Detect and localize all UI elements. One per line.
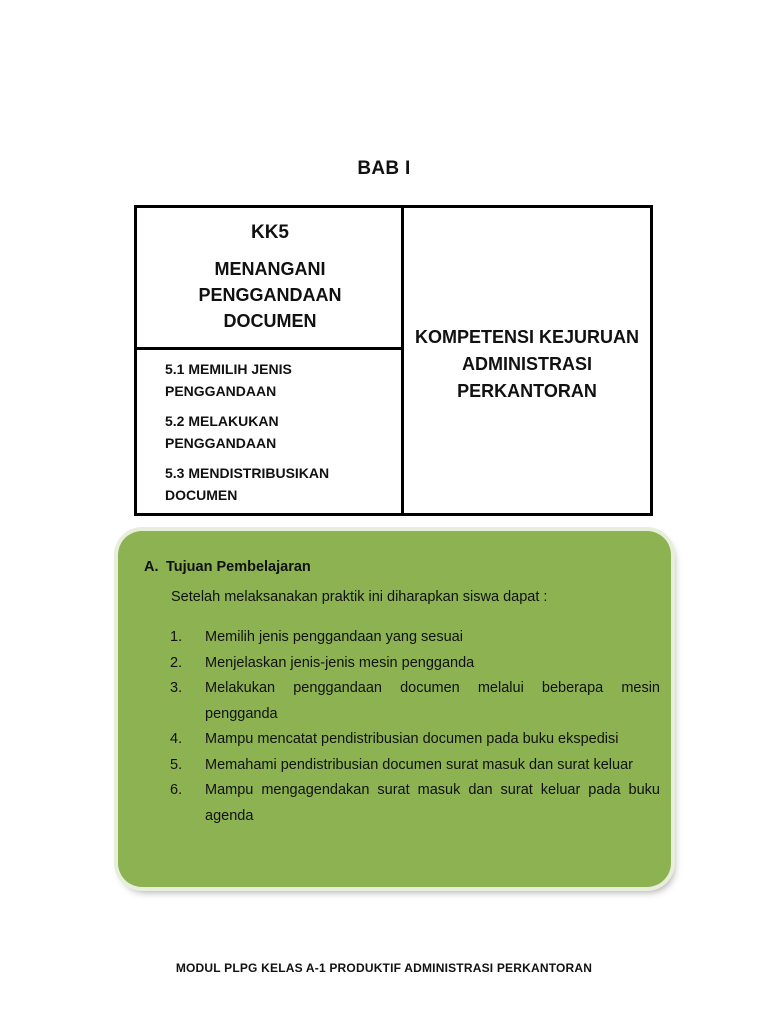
sub-competency-line: DOCUMEN — [165, 487, 238, 503]
objective-list — [170, 625, 660, 829]
section-heading — [144, 559, 311, 575]
objective-text: Memilih jenis penggandaan yang sesuai — [205, 629, 463, 645]
objective-number: 2. — [170, 654, 183, 671]
kk-code: KK5 — [250, 222, 289, 243]
sub-competency-item — [165, 462, 395, 506]
objective-number: 4. — [170, 731, 183, 747]
objective-number: 1. — [170, 629, 183, 645]
kk-title-line: DOCUMEN — [223, 311, 317, 331]
objective-item — [170, 625, 660, 651]
sub-competency-item — [165, 410, 395, 454]
competency-field — [404, 324, 650, 405]
objective-item — [170, 651, 660, 677]
sub-competency-line: PENGGANDAAN — [165, 383, 277, 399]
competency-line: ADMINISTRASI — [462, 354, 592, 374]
objective-item — [170, 753, 660, 779]
objective-item — [170, 676, 660, 727]
kk-title-line: PENGGANDAAN — [198, 285, 342, 305]
sub-competency-list — [165, 358, 395, 514]
kk-title — [137, 256, 403, 334]
objective-text: Menjelaskan jenis-jenis mesin pengganda — [205, 654, 475, 671]
objective-number: 3. — [170, 680, 183, 696]
objective-text: Memahami pendistribusian documen surat masuk dan surat keluar — [205, 756, 633, 773]
kk-title-line: MENANGANI — [214, 259, 326, 279]
sub-competency-line: PENGGANDAAN — [165, 435, 277, 451]
objective-number: 6. — [170, 782, 183, 798]
objective-text: Mampu mengagendakan surat masuk dan surat keluar pada buku agenda — [205, 782, 660, 824]
competency-table — [134, 205, 653, 516]
objective-item — [170, 727, 660, 753]
chapter-title: BAB I — [357, 158, 411, 179]
section-title: Tujuan Pembelajaran — [166, 559, 311, 575]
competency-line: KOMPETENSI KEJURUAN — [414, 327, 640, 347]
intro-text: Setelah melaksanakan praktik ini diharapkan siswa dapat : — [171, 589, 548, 605]
sub-competency-line: 5.3 MENDISTRIBUSIKAN — [165, 465, 330, 481]
sub-competency-line: 5.2 MELAKUKAN — [165, 413, 279, 429]
competency-line: PERKANTORAN — [457, 381, 597, 401]
objective-number: 5. — [170, 756, 183, 773]
section-letter: A. — [144, 559, 159, 575]
objective-item — [170, 778, 660, 829]
sub-competency-line: 5.1 MEMILIH JENIS — [165, 361, 292, 377]
kk-header-cell — [137, 208, 403, 350]
objective-text: Melakukan penggandaan documen melalui beberapa mesin pengganda — [205, 680, 660, 722]
objective-text: Mampu mencatat pendistribusian documen pada buku ekspedisi — [205, 731, 619, 747]
page-footer: MODUL PLPG KELAS A-1 PRODUKTIF ADMINISTRASI PERKANTORAN — [175, 961, 593, 975]
sub-competency-item — [165, 358, 395, 402]
learning-objectives-box — [118, 531, 671, 887]
